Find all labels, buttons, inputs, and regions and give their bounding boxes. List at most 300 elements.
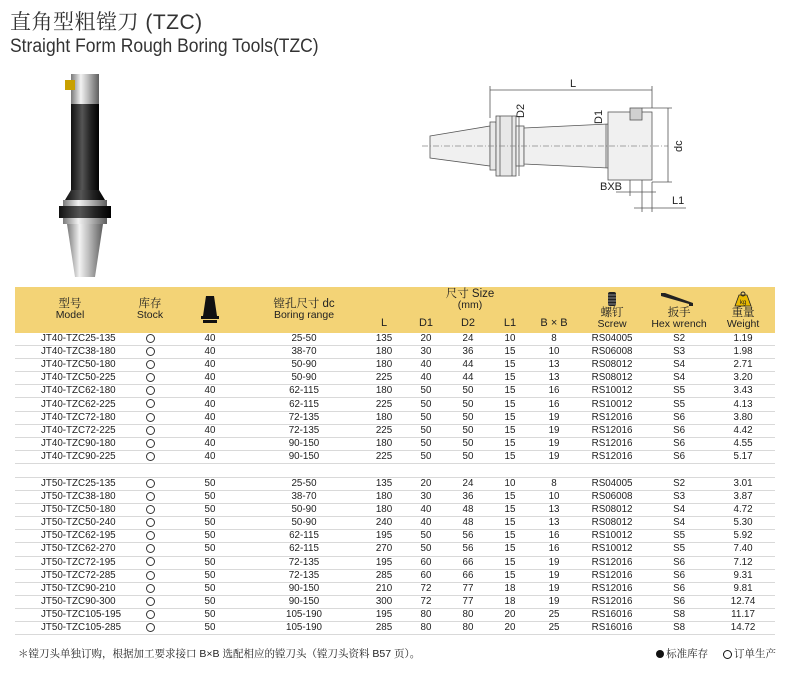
cell-taper: 40 [175,411,245,424]
cell-boring-range: 72-135 [245,569,363,582]
separator-cell [647,463,711,477]
cell-BxB: 13 [531,517,577,530]
cell-hex-wrench: S5 [647,530,711,543]
cell-stock [125,411,175,424]
cell-hex-wrench: S2 [647,477,711,490]
table-row [15,346,775,359]
cell-BxB: 19 [531,411,577,424]
made-to-order-circle-icon [146,347,155,356]
table-row [15,477,775,490]
cell-stock [125,450,175,463]
cell-stock [125,543,175,556]
cell-D2: 66 [447,569,489,582]
taper-icon [199,294,221,324]
table-row [15,569,775,582]
cell-L1: 15 [489,346,531,359]
dim-L: L [570,78,577,90]
cell-hex-wrench: S6 [647,556,711,569]
cell-screw: RS10012 [577,385,647,398]
cell-L1: 15 [489,517,531,530]
cell-taper: 50 [175,556,245,569]
cell-D2: 36 [447,346,489,359]
made-to-order-circle-icon [146,518,155,527]
made-to-order-circle-icon [146,557,155,566]
cell-stock [125,569,175,582]
stock-legend [656,646,776,661]
group-separator [15,463,775,477]
cell-taper: 40 [175,437,245,450]
cell-D2: 56 [447,543,489,556]
made-to-order-circle-icon [146,386,155,395]
cell-weight: 4.42 [711,424,775,437]
cell-hex-wrench: S8 [647,608,711,621]
cell-screw: RS12016 [577,595,647,608]
cell-boring-range: 50-90 [245,372,363,385]
page-title-cn: 直角型粗镗刀 (TZC) [10,11,203,34]
table-row [15,450,775,463]
spec-table [15,287,775,635]
cell-L1: 15 [489,491,531,504]
cell-screw: RS10012 [577,530,647,543]
cell-taper: 40 [175,359,245,372]
cell-taper: 50 [175,491,245,504]
cell-taper: 50 [175,530,245,543]
made-to-order-circle-icon [146,610,155,619]
made-to-order-circle-icon [146,334,155,343]
header-screw: 螺钉 Screw [577,287,647,333]
cell-D1: 50 [405,530,447,543]
cell-boring-range: 38-70 [245,346,363,359]
table-row [15,595,775,608]
cell-taper: 50 [175,569,245,582]
cell-BxB: 19 [531,582,577,595]
table-row [15,530,775,543]
cell-D2: 44 [447,359,489,372]
cell-model: JT40-TZC62-225 [15,398,125,411]
dim-dc: dc [673,140,685,152]
cell-weight: 9.81 [711,582,775,595]
cell-boring-range: 105-190 [245,621,363,634]
cell-weight: 2.71 [711,359,775,372]
header-BxB: B × B [531,313,577,333]
cell-D1: 60 [405,569,447,582]
cell-BxB: 13 [531,359,577,372]
cell-L: 180 [363,491,405,504]
cell-stock [125,556,175,569]
table-row [15,608,775,621]
made-to-order-circle-icon [146,399,155,408]
separator-cell [15,463,125,477]
cell-L1: 10 [489,333,531,346]
cell-hex-wrench: S4 [647,359,711,372]
cell-screw: RS06008 [577,491,647,504]
cell-model: JT40-TZC62-180 [15,385,125,398]
cell-hex-wrench: S6 [647,437,711,450]
cell-L1: 20 [489,608,531,621]
cell-hex-wrench: S6 [647,582,711,595]
cell-hex-wrench: S2 [647,333,711,346]
svg-text:kg: kg [739,299,747,306]
cell-L: 195 [363,556,405,569]
cell-model: JT50-TZC25-135 [15,477,125,490]
cell-D2: 50 [447,385,489,398]
cell-D1: 40 [405,517,447,530]
cell-stock [125,333,175,346]
cell-L: 180 [363,411,405,424]
cell-taper: 40 [175,333,245,346]
cell-screw: RS16016 [577,621,647,634]
cell-D2: 48 [447,517,489,530]
cell-boring-range: 50-90 [245,359,363,372]
spec-table-body [15,333,775,635]
legend-standard-stock: 标准库存 [666,648,709,660]
cell-L1: 15 [489,372,531,385]
cell-L: 195 [363,530,405,543]
cell-L1: 15 [489,424,531,437]
cell-hex-wrench: S3 [647,491,711,504]
cell-model: JT50-TZC72-195 [15,556,125,569]
cell-L: 180 [363,346,405,359]
cell-L1: 15 [489,543,531,556]
cell-D1: 72 [405,595,447,608]
made-to-order-circle-icon [146,479,155,488]
cell-model: JT40-TZC50-225 [15,372,125,385]
cell-weight: 4.13 [711,398,775,411]
cell-D1: 80 [405,621,447,634]
cell-taper: 50 [175,517,245,530]
cell-stock [125,582,175,595]
cell-boring-range: 90-150 [245,450,363,463]
cell-taper: 40 [175,372,245,385]
cell-D1: 72 [405,582,447,595]
cell-L1: 10 [489,477,531,490]
cell-BxB: 19 [531,569,577,582]
cell-boring-range: 72-135 [245,556,363,569]
cell-boring-range: 72-135 [245,424,363,437]
cell-D2: 50 [447,398,489,411]
cell-taper: 40 [175,424,245,437]
cell-BxB: 19 [531,450,577,463]
cell-weight: 3.80 [711,411,775,424]
cell-taper: 40 [175,346,245,359]
header-model: 型号 Model [15,287,125,333]
table-row [15,582,775,595]
cell-L: 240 [363,517,405,530]
cell-model: JT50-TZC62-195 [15,530,125,543]
cell-D2: 50 [447,437,489,450]
header-taper [175,287,245,333]
cell-L1: 15 [489,385,531,398]
cell-weight: 5.17 [711,450,775,463]
made-to-order-circle-icon [146,373,155,382]
cell-weight: 5.30 [711,517,775,530]
cell-weight: 14.72 [711,621,775,634]
cell-D1: 60 [405,556,447,569]
cell-L: 285 [363,621,405,634]
cell-screw: RS08012 [577,372,647,385]
cell-hex-wrench: S6 [647,450,711,463]
cell-L: 225 [363,424,405,437]
header-weight: kg 重量 Weight [711,287,775,333]
cell-L1: 18 [489,582,531,595]
cell-L: 225 [363,398,405,411]
separator-cell [175,463,245,477]
cell-D2: 44 [447,372,489,385]
cell-L1: 15 [489,504,531,517]
table-row [15,621,775,634]
cell-D2: 50 [447,450,489,463]
hex-wrench-icon [659,291,699,307]
cell-hex-wrench: S5 [647,398,711,411]
cell-D2: 66 [447,556,489,569]
header-hex-wrench: 扳手 Hex wrench [647,287,711,333]
cell-D2: 80 [447,608,489,621]
cell-D1: 50 [405,543,447,556]
cell-taper: 50 [175,477,245,490]
cell-BxB: 19 [531,437,577,450]
cell-hex-wrench: S8 [647,621,711,634]
cell-BxB: 8 [531,333,577,346]
cell-L1: 15 [489,530,531,543]
cell-BxB: 10 [531,346,577,359]
cell-taper: 40 [175,398,245,411]
cell-D1: 20 [405,477,447,490]
cell-stock [125,385,175,398]
cell-stock [125,424,175,437]
cell-BxB: 19 [531,556,577,569]
cell-L1: 15 [489,450,531,463]
cell-stock [125,372,175,385]
cell-screw: RS16016 [577,608,647,621]
cell-screw: RS10012 [577,398,647,411]
table-row [15,556,775,569]
cell-hex-wrench: S6 [647,424,711,437]
separator-cell [405,463,447,477]
cell-D1: 40 [405,504,447,517]
cell-D1: 50 [405,450,447,463]
cell-D2: 80 [447,621,489,634]
cell-model: JT40-TZC90-180 [15,437,125,450]
header-stock: 库存 Stock [125,287,175,333]
cell-taper: 40 [175,450,245,463]
screw-icon [607,291,617,307]
made-to-order-circle-icon [146,426,155,435]
separator-cell [363,463,405,477]
separator-cell [711,463,775,477]
cell-BxB: 19 [531,424,577,437]
separator-cell [489,463,531,477]
separator-cell [531,463,577,477]
cell-weight: 1.98 [711,346,775,359]
cell-taper: 50 [175,621,245,634]
cell-model: JT40-TZC25-135 [15,333,125,346]
cell-hex-wrench: S4 [647,372,711,385]
cell-D2: 36 [447,491,489,504]
cell-boring-range: 62-115 [245,530,363,543]
cell-boring-range: 50-90 [245,517,363,530]
cell-D2: 50 [447,424,489,437]
cell-weight: 4.72 [711,504,775,517]
cell-hex-wrench: S5 [647,543,711,556]
cell-stock [125,437,175,450]
cell-stock [125,477,175,490]
cell-model: JT50-TZC105-285 [15,621,125,634]
cell-L1: 15 [489,398,531,411]
made-to-order-circle-icon [146,571,155,580]
spec-table-container [15,287,775,635]
cell-L1: 20 [489,621,531,634]
cell-D1: 40 [405,372,447,385]
cell-L: 180 [363,504,405,517]
cell-stock [125,359,175,372]
table-row [15,543,775,556]
cell-screw: RS08012 [577,504,647,517]
header-L1: L1 [489,313,531,333]
cell-model: JT50-TZC62-270 [15,543,125,556]
cell-boring-range: 25-50 [245,477,363,490]
cell-taper: 50 [175,543,245,556]
cell-stock [125,491,175,504]
cell-hex-wrench: S4 [647,517,711,530]
cell-boring-range: 72-135 [245,411,363,424]
cell-model: JT40-TZC50-180 [15,359,125,372]
cell-screw: RS04005 [577,477,647,490]
standard-stock-dot-icon [656,650,664,658]
header-L: L [363,313,405,333]
cell-L: 135 [363,333,405,346]
table-row [15,333,775,346]
made-to-order-circle-icon [146,492,155,501]
cell-boring-range: 62-115 [245,398,363,411]
cell-D2: 77 [447,595,489,608]
cell-L: 225 [363,372,405,385]
cell-boring-range: 105-190 [245,608,363,621]
cell-weight: 5.92 [711,530,775,543]
cell-BxB: 16 [531,385,577,398]
cell-model: JT40-TZC72-180 [15,411,125,424]
cell-L: 195 [363,608,405,621]
made-to-order-circle-icon [146,531,155,540]
table-row [15,437,775,450]
cell-model: JT50-TZC90-210 [15,582,125,595]
cell-stock [125,608,175,621]
cell-boring-range: 25-50 [245,333,363,346]
cell-D1: 50 [405,411,447,424]
cell-stock [125,595,175,608]
cell-L1: 15 [489,359,531,372]
product-photo [45,72,125,282]
cell-D1: 50 [405,398,447,411]
cell-screw: RS12016 [577,569,647,582]
cell-screw: RS08012 [577,517,647,530]
separator-cell [447,463,489,477]
cell-BxB: 16 [531,398,577,411]
cell-weight: 11.17 [711,608,775,621]
cell-boring-range: 50-90 [245,504,363,517]
cell-weight: 3.87 [711,491,775,504]
cell-boring-range: 90-150 [245,595,363,608]
cell-weight: 3.43 [711,385,775,398]
cell-hex-wrench: S3 [647,346,711,359]
cell-D2: 24 [447,333,489,346]
cell-weight: 7.12 [711,556,775,569]
cell-boring-range: 38-70 [245,491,363,504]
cell-BxB: 19 [531,595,577,608]
dim-L1: L1 [672,195,685,207]
cell-model: JT50-TZC50-240 [15,517,125,530]
cell-model: JT40-TZC38-180 [15,346,125,359]
separator-cell [245,463,363,477]
cell-D2: 24 [447,477,489,490]
cell-boring-range: 90-150 [245,582,363,595]
table-row [15,424,775,437]
cell-stock [125,621,175,634]
page-title-en: Straight Form Rough Boring Tools(TZC) [10,36,319,57]
dim-BXB: BXB [600,181,623,193]
cell-weight: 4.55 [711,437,775,450]
cell-weight: 12.74 [711,595,775,608]
cell-BxB: 25 [531,608,577,621]
cell-BxB: 13 [531,504,577,517]
cell-L: 285 [363,569,405,582]
cell-hex-wrench: S6 [647,411,711,424]
cell-taper: 50 [175,608,245,621]
dimension-diagram [420,78,750,228]
made-to-order-circle-icon [146,544,155,553]
cell-D2: 50 [447,411,489,424]
dim-D1: D1 [593,109,605,124]
cell-D1: 40 [405,359,447,372]
cell-L1: 15 [489,569,531,582]
cell-L: 270 [363,543,405,556]
cell-BxB: 16 [531,543,577,556]
cell-model: JT40-TZC90-225 [15,450,125,463]
table-row [15,385,775,398]
cell-stock [125,398,175,411]
cell-D1: 50 [405,437,447,450]
header-size: 尺寸 Size (mm) [363,287,577,313]
cell-hex-wrench: S6 [647,569,711,582]
cell-boring-range: 90-150 [245,437,363,450]
made-to-order-circle-icon [146,413,155,422]
cell-BxB: 25 [531,621,577,634]
cell-BxB: 16 [531,530,577,543]
cell-L: 210 [363,582,405,595]
cell-L: 180 [363,437,405,450]
cell-D1: 30 [405,346,447,359]
table-row [15,372,775,385]
cell-L: 135 [363,477,405,490]
table-row [15,411,775,424]
footnote: ＊镗刀头单独订购，根据加工要求接口 B×B 选配相应的镗刀头（镗刀头资料 B57 页）。 [18,648,421,660]
cell-weight: 3.20 [711,372,775,385]
cell-taper: 50 [175,595,245,608]
cell-L: 180 [363,385,405,398]
table-row [15,359,775,372]
cell-L1: 15 [489,556,531,569]
cell-L: 180 [363,359,405,372]
cell-taper: 50 [175,504,245,517]
table-row [15,491,775,504]
made-to-order-circle-icon [146,623,155,632]
cell-model: JT50-TZC105-195 [15,608,125,621]
cell-model: JT50-TZC72-285 [15,569,125,582]
cell-D1: 80 [405,608,447,621]
cell-screw: RS12016 [577,450,647,463]
cell-weight: 1.19 [711,333,775,346]
made-to-order-circle-icon [146,584,155,593]
cell-screw: RS12016 [577,411,647,424]
